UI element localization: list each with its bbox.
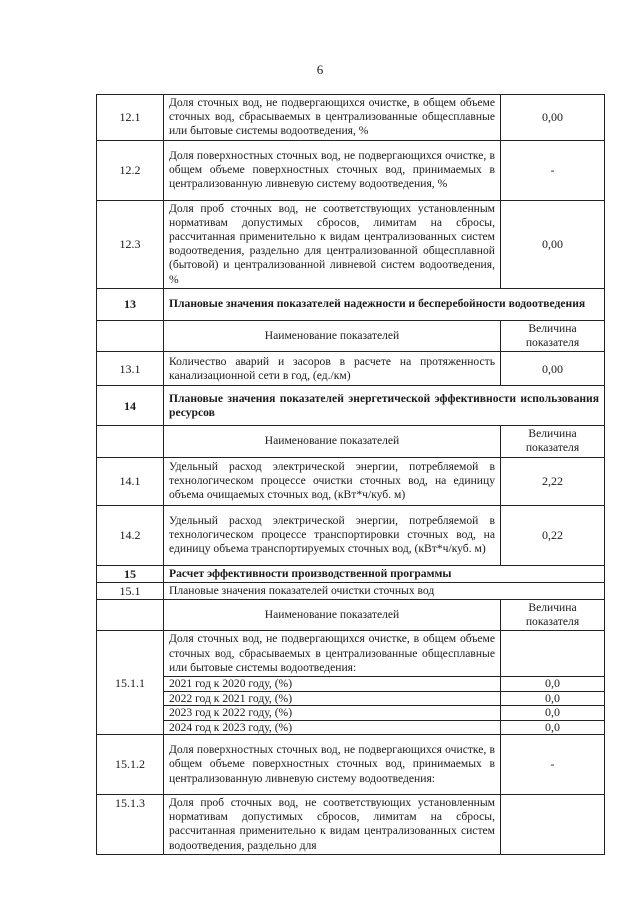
column-header-name: Наименование показателей [164, 426, 501, 457]
page-number: 6 [316, 62, 324, 77]
row-number: 15.1 [97, 582, 164, 599]
year-value: 0,0 [501, 720, 605, 735]
section-number: 14 [97, 386, 164, 426]
row-number: 15.1.2 [97, 735, 164, 795]
table-row [97, 200, 605, 288]
section-number: 15 [97, 565, 164, 582]
indicator-name: Доля поверхностных сточных вод, не подвергающихся очистке, в общем объеме поверхностных сточных вод, принимаемых в централизованную ливневую систему водоотведения, % [164, 140, 501, 200]
row-number: 12.3 [97, 200, 164, 288]
table-row [97, 352, 605, 386]
indicator-name: Удельный расход электрической энергии, потребляемой в технологическом процессе транспортировки сточных вод, на единицу объема транспортируемых сточных вод, (кВт*ч/куб. м) [164, 505, 501, 565]
column-header-value: Величина показателя [501, 320, 605, 351]
header-row [97, 600, 605, 631]
year-value: 0,0 [501, 706, 605, 721]
section-row [97, 565, 605, 582]
indicator-value [501, 795, 605, 855]
section-title: Расчет эффективности производственной программы [164, 565, 605, 582]
indicators-table [96, 94, 605, 855]
indicator-value: 0,00 [501, 352, 605, 386]
row-number: 15.1.3 [97, 795, 164, 855]
table-row [97, 735, 605, 795]
indicator-value: - [501, 140, 605, 200]
table-row [97, 457, 605, 505]
table-row [97, 631, 605, 677]
row-number: 14.2 [97, 505, 164, 565]
row-number: 13.1 [97, 352, 164, 386]
indicator-name: Доля поверхностных сточных вод, не подвергающихся очистке, в общем объеме поверхностных сточных вод, принимаемых в централизованную ливневую систему водоотведения: [164, 735, 501, 795]
column-header-value: Величина показателя [501, 600, 605, 631]
row-number: 14.1 [97, 457, 164, 505]
table-row [97, 795, 605, 855]
indicator-name: Количество аварий и засоров в расчете на протяженность канализационной сети в год, (ед./км) [164, 352, 501, 386]
header-row [97, 426, 605, 457]
header-row [97, 320, 605, 351]
year-label: 2023 год к 2022 году, (%) [164, 706, 501, 721]
table-row [97, 140, 605, 200]
indicator-name: Доля сточных вод, не подвергающихся очистке, в общем объеме сточных вод, сбрасываемых в централизованные общесплавные или бытовые системы водоотведения: [164, 631, 501, 677]
year-label: 2021 год к 2020 году, (%) [164, 677, 501, 692]
year-row [97, 677, 605, 692]
indicator-name: Доля проб сточных вод, не соответствующих установленным нормативам допустимых сбросов, лимитам на сбросы, рассчитанная применительно к видам централизованных систем водоотведения, раздельно для централизованной общесплавной (бытовой) и централизованной ливневой систем водоотведения, % [164, 200, 501, 288]
indicator-value: 0,00 [501, 200, 605, 288]
table-row [97, 505, 605, 565]
row-number: 12.1 [97, 95, 164, 141]
indicator-value: 0,00 [501, 95, 605, 141]
indicator-value: 0,22 [501, 505, 605, 565]
year-row [97, 691, 605, 706]
year-row [97, 720, 605, 735]
year-value: 0,0 [501, 677, 605, 692]
row-number: 15.1.1 [97, 631, 164, 735]
section-title: Плановые значения показателей надежности и бесперебойности водоотведения [164, 288, 605, 320]
subsection-title: Плановые значения показателей очистки сточных вод [164, 582, 605, 599]
table-row [97, 582, 605, 599]
column-header-value: Величина показателя [501, 426, 605, 457]
column-header-name: Наименование показателей [164, 320, 501, 351]
indicator-name: Удельный расход электрической энергии, потребляемой в технологическом процессе очистки сточных вод, на единицу объема очищаемых сточных вод, (кВт*ч/куб. м) [164, 457, 501, 505]
year-label: 2022 год к 2021 году, (%) [164, 691, 501, 706]
table-row [97, 95, 605, 141]
section-row [97, 386, 605, 426]
indicator-name: Доля проб сточных вод, не соответствующих установленным нормативам допустимых сбросов, лимитам на сбросы, рассчитанная применительно к видам централизованных систем водоотведения, раздельно для [164, 795, 501, 855]
section-row [97, 288, 605, 320]
year-label: 2024 год к 2023 году, (%) [164, 720, 501, 735]
year-row [97, 706, 605, 721]
row-number: 12.2 [97, 140, 164, 200]
section-title: Плановые значения показателей энергетической эффективности использования ресурсов [164, 386, 605, 426]
indicator-value: 2,22 [501, 457, 605, 505]
year-value: 0,0 [501, 691, 605, 706]
indicator-name: Доля сточных вод, не подвергающихся очистке, в общем объеме сточных вод, сбрасываемых в централизованные общесплавные или бытовые системы водоотведения, % [164, 95, 501, 141]
section-number: 13 [97, 288, 164, 320]
column-header-name: Наименование показателей [164, 600, 501, 631]
indicator-value: - [501, 735, 605, 795]
